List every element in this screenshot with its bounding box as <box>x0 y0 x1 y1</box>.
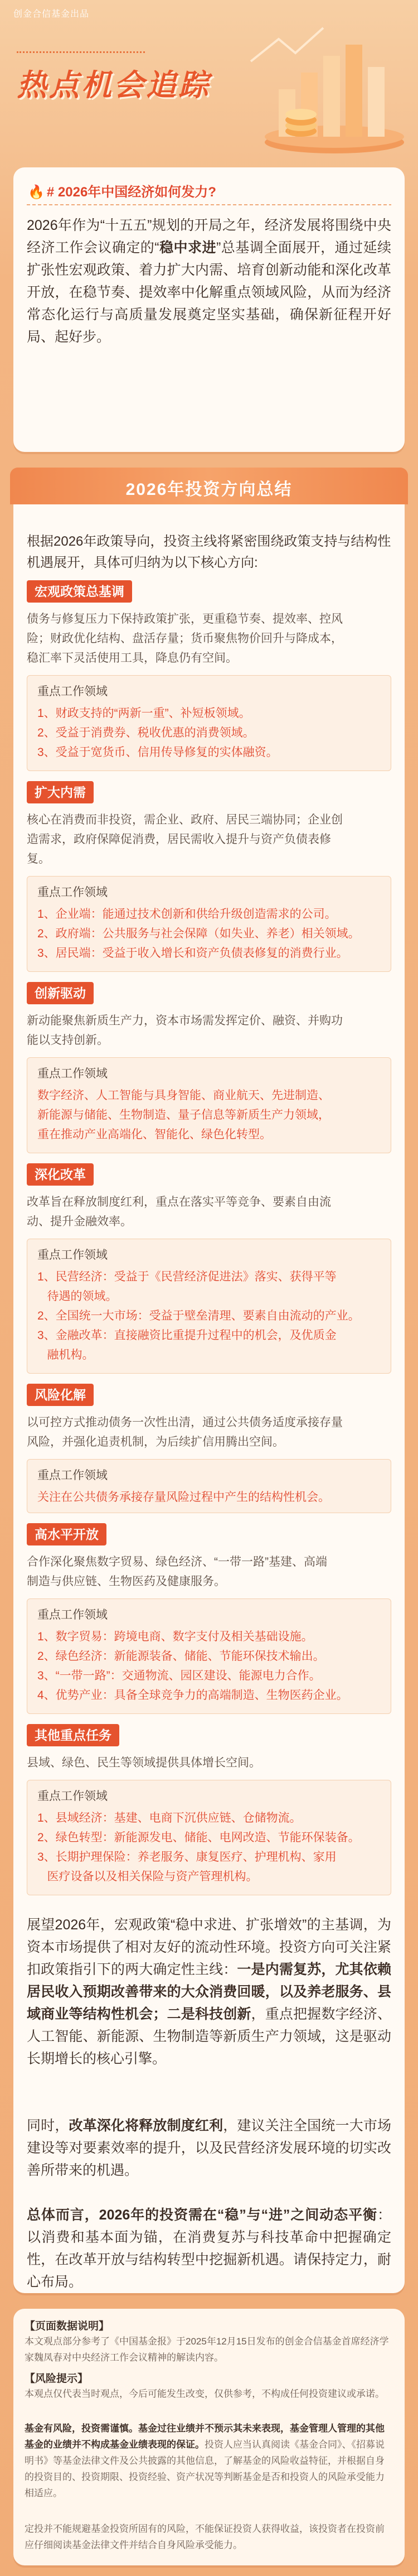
focus-box <box>27 1459 391 1513</box>
focus-list: 1、企业端：能通过技术创新和供给升级创造需求的公司。 2、政府端：公共服务与社会保障（如失业、养老）相关领域。 3、居民端：受益于收入增长和资产负债表修复的消费行业。 <box>37 908 360 960</box>
intro-paragraph: 2026年作为“十五五”规划的开局之年，经济发展将围绕中央经济工作会议确定的“稳中求进”总基调全面展开，通过延续扩张性宏观政策、着力扩大内需、培育创新动能和深化改革开放，在稳节奏、提效率中化解重点领域风险，从而为经济常态化运行与高质量发展奠定坚实基础，确保新征程开好局、起好步。 <box>27 218 391 345</box>
divider <box>27 204 391 205</box>
section-heading: 🔥 # 2026年中国经济如何发力? <box>28 185 216 200</box>
box-title: 重点工作领域 <box>37 1469 108 1482</box>
box-title: 重点工作领域 <box>37 685 108 698</box>
box-title: 重点工作领域 <box>37 886 108 899</box>
hero-title: 热点机会追踪 <box>17 69 211 102</box>
lead-paragraph: 根据2026年政策导向，投资主线将紧密围绕政策支持与结构性机遇展开，具体可归纳为以下核心方向: <box>27 534 391 570</box>
focus-list: 关注在公共债务承接存量风险过程中产生的结构性机会。 <box>37 1491 330 1504</box>
focus-box <box>27 1780 391 1895</box>
topic-tag: 其他重点任务 <box>27 1724 119 1746</box>
hero-banner <box>0 0 418 167</box>
topic-tag: 风险化解 <box>27 1384 94 1406</box>
topic-desc: 改革旨在释放制度红利，重点在落实平等竞争、要素自由流 动、提升金融效率。 <box>27 1196 331 1228</box>
topic-desc: 县域、绿色、民生等领域提供具体增长空间。 <box>27 1756 261 1769</box>
topic-tag: 创新驱动 <box>27 982 94 1004</box>
focus-list: 1、民营经济：受益于《民营经济促进法》落实、获得平等 待遇的领域。 2、全国统一大市场：受益于壁垒清理、要素自由流动的产业。 3、金融改革：直接融资比重提升过程中的机会，及优质金 融机构。 <box>37 1270 360 1361</box>
topic-tag: 高水平开放 <box>27 1523 106 1545</box>
focus-box <box>27 1239 391 1374</box>
source-text: 本文观点部分参考了《中国基金报》于2025年12月15日发布的创金合信基金首席经济学家魏凤春对中央经济工作会议精神的解读内容。 <box>25 2336 389 2363</box>
box-title: 重点工作领域 <box>37 1790 108 1803</box>
brand-label: 创金合信基金出品 <box>13 9 90 19</box>
summary-title: 2026年投资方向总结 <box>125 480 293 499</box>
fire-icon: 🔥 <box>28 185 45 200</box>
risk-title: 【风险提示】 <box>25 2373 89 2385</box>
topic-desc: 合作深化聚焦数字贸易、绿色经济、“一带一路”基建、高端 制造与供应链、生物医药及健康服务。 <box>27 1556 327 1588</box>
box-title: 重点工作领域 <box>37 1249 108 1261</box>
focus-box <box>27 876 391 972</box>
risk-text: 基金有风险，投资需谨慎。基金过往业绩并不预示其未来表现，基金管理人管理的其他基金的业绩并不构成基金业绩表现的保证。投资人应当认真阅读《基金合同》、《招募说明书》等基金法律文件及公共披露的其他信息，了解基金的风险收益特征，并根据自身的投资目的、投资期限、投资经验、资产状况等判断基金是否和投资人的风险承受能力相适应。 <box>25 2423 385 2498</box>
focus-list: 1、县域经济：基建、电商下沉供应链、仓储物流。 2、绿色转型：新能源发电、储能、电网改造、节能环保装备。 3、长期护理保险：养老服务、康复医疗、护理机构、家用 医疗设备以及相关保险与资产管理机构。 <box>37 1812 360 1883</box>
investment-summary-card <box>13 469 405 2293</box>
focus-list: 数字经济、人工智能与具身智能、商业航天、先进制造、 新能源与储能、生物制造、量子信息等新质生产力领域， 重在推动产业高端化、智能化、绿色化转型。 <box>37 1089 330 1141</box>
focus-list: 1、财政支持的“两新一重”、补短板领域。 2、受益于消费券、税收优惠的消费领域。 3、受益于宽货币、信用传导修复的实体融资。 <box>37 707 278 759</box>
focus-list: 1、数字贸易：跨境电商、数字支付及相关基础设施。 2、绿色经济：新能源装备、储能、节能环保技术输出。 3、“一带一路”：交通物流、园区建设、能源电力合作。 4、优势产业：具备全球竞争力的高端制造、生物医药企业。 <box>37 1630 348 1702</box>
topic-desc: 债务与修复压力下保持政策扩张，更重稳节奏、提效率、控风 险；财政优化结构、盘活存量；货币聚焦物价回升与降成本， 稳汇率下灵活使用工具，降息仍有空间。 <box>27 613 343 665</box>
topic-desc: 新动能聚焦新质生产力，资本市场需发挥定价、融资、并购功 能以支持创新。 <box>27 1014 343 1047</box>
focus-box <box>27 675 391 771</box>
summary-paragraph: 展望2026年，宏观政策“稳中求进、扩张增效”的主基调，为资本市场提供了相对友好的流动性环境。投资方向可关注紧扣政策指引下的两大确定性主线：一是内需复苏，尤其依赖居民收入预期改善带来的大众消费回暖，以及养老服务、县域商业等结构性机会；二是科技创新，重点把握数字经济、人工智能、新能源、生物制造等新质生产力领域，这是驱动长期增长的核心引擎。 <box>27 1917 391 2067</box>
topic-tag: 宏观政策总基调 <box>27 580 132 603</box>
topic-desc: 核心在消费而非投资，需企业、政府、居民三端协同；企业创 造需求，政府保障促消费，居民需收入提升与资产负债表修 复。 <box>27 813 343 865</box>
topic-tag: 深化改革 <box>27 1163 94 1186</box>
box-title: 重点工作领域 <box>37 1067 108 1080</box>
source-title: 【页面数据说明】 <box>25 2320 110 2332</box>
risk-text: 本观点仅代表当时观点，今后可能发生改变，仅供参考，不构成任何投资建议或承诺。 <box>25 2389 385 2399</box>
disclaimer-card <box>13 2309 405 2565</box>
risk-text: 定投并不能规避基金投资所固有的风险，不能保证投资人获得收益，该投资者在投资前应仔细阅读基金法律文件并结合自身风险承受能力。 <box>25 2524 385 2550</box>
focus-box <box>27 1057 391 1153</box>
box-title: 重点工作领域 <box>37 1609 108 1621</box>
coins-chart-illustration-icon <box>240 22 407 156</box>
topic-tag: 扩大内需 <box>27 781 94 803</box>
summary-paragraph: 总体而言，2026年的投资需在“稳”与“进”之间动态平衡：以消费和基本面为锚，在消费复苏与科技革命中把握确定性，在改革开放与结构转型中挖掘新机遇。请保持定力，耐心布局。 <box>27 2207 391 2290</box>
economy-overview-card <box>13 167 405 452</box>
summary-paragraph: 同时，改革深化将释放制度红利，建议关注全国统一大市场建设等对要素效率的提升，以及民营经济发展环境的切实改善所带来的机遇。 <box>27 2118 391 2178</box>
topic-desc: 以可控方式推动债务一次性出清，通过公共债务适度承接存量 风险，并强化追责机制，为后续扩信用腾出空间。 <box>27 1416 343 1448</box>
focus-box <box>27 1598 391 1714</box>
hero-divider <box>17 51 145 56</box>
